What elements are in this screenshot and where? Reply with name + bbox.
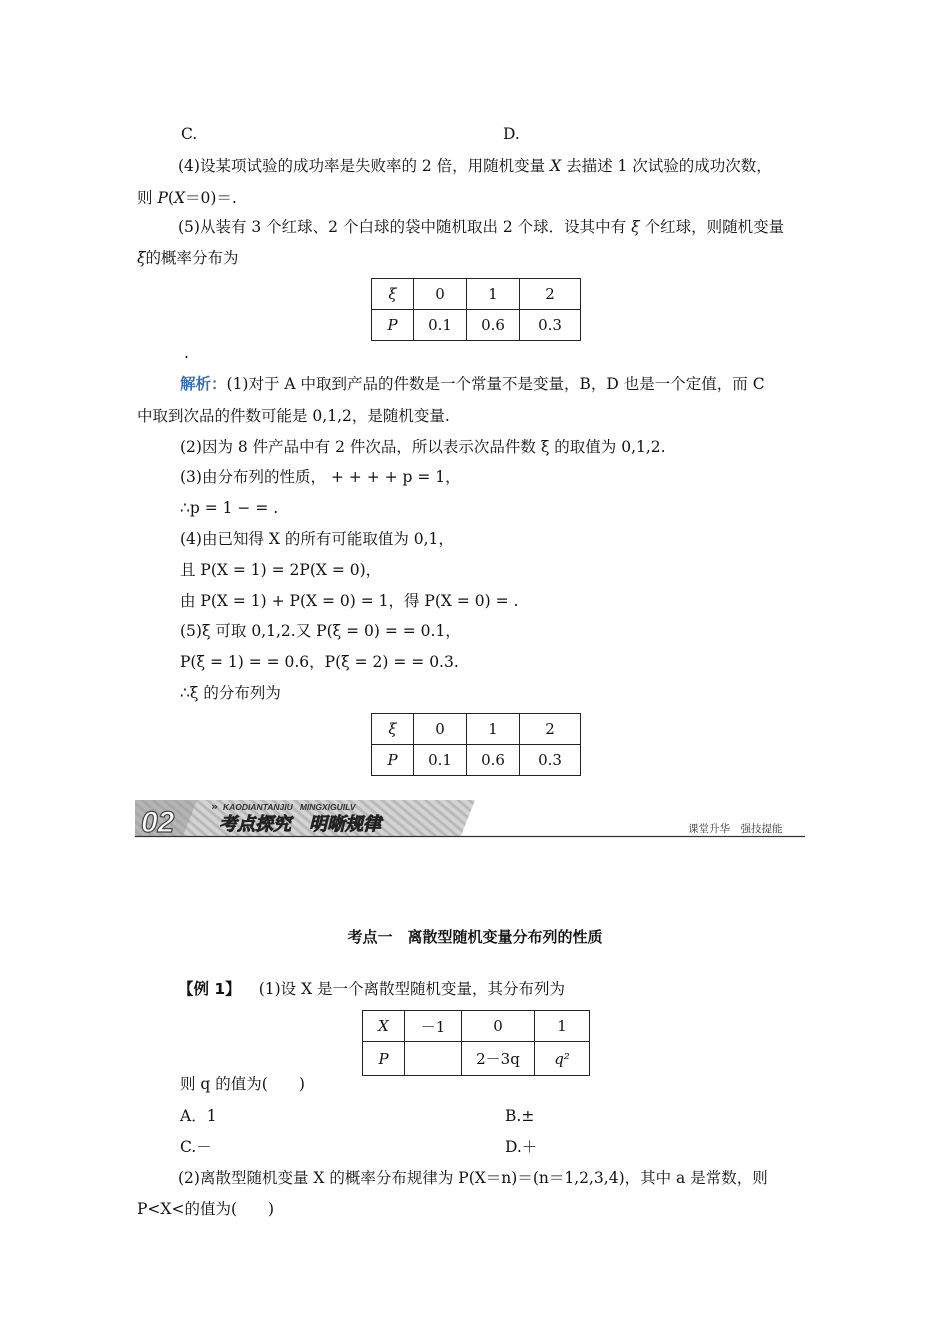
table-cell: 0 xyxy=(414,714,467,745)
option-b: B.± xyxy=(505,1107,535,1125)
solution-line7: 且 P(X = 1) = 2P(X = 0)， xyxy=(180,561,382,579)
option-c: C. xyxy=(181,125,198,143)
q5-line1: (5)从装有 3 个红球、2 个白球的袋中随机取出 2 个球．设其中有 ξ 个红球，则随机变量 xyxy=(178,218,785,236)
solution-line5: ∴p = 1 − = . xyxy=(180,499,279,517)
table-cell: 0.3 xyxy=(520,310,581,341)
table-cell: ξ xyxy=(372,714,414,745)
solution-line8: 由 P(X = 1) + P(X = 0) = 1，得 P(X = 0) = . xyxy=(180,592,519,610)
table-cell: 2－3q xyxy=(462,1042,535,1076)
solution-line3: (2)因为 8 件产品中有 2 件次品，所以表示次品件数 ξ 的取值为 0,1,2. xyxy=(180,438,666,456)
solution-line4: (3)由分布列的性质， + + + + p = 1， xyxy=(180,468,461,486)
table-cell: 0.3 xyxy=(520,745,581,776)
solution-line9: (5)ξ 可取 0,1,2.又 P(ξ = 0) = = 0.1， xyxy=(180,622,461,640)
table-cell: q² xyxy=(535,1042,590,1076)
q5-line2: ξ的概率分布为 xyxy=(137,249,239,267)
table-row xyxy=(363,1042,590,1076)
table-cell: 1 xyxy=(535,1011,590,1042)
option-d: D. xyxy=(503,125,520,143)
q2-line1: (2)离散型随机变量 X 的概率分布规律为 P(X＝n)＝(n＝1,2,3,4)，其中 a 是常数，则 xyxy=(178,1169,768,1187)
table-cell: P xyxy=(372,310,414,341)
table-cell: 2 xyxy=(520,279,581,310)
section-banner xyxy=(135,796,805,838)
table-row xyxy=(372,714,581,745)
table-cell xyxy=(405,1042,462,1076)
table-cell: 0.6 xyxy=(467,745,520,776)
solution-line10: P(ξ = 1) = = 0.6，P(ξ = 2) = = 0.3. xyxy=(180,653,459,671)
solution-line6: (4)由已知得 X 的所有可能取值为 0,1， xyxy=(180,530,454,548)
q4-line1: (4)设某项试验的成功率是失败率的 2 倍，用随机变量 X 去描述 1 次试验的成功次数， xyxy=(178,157,772,175)
q4-line2: 则 P(X＝0)＝. xyxy=(137,189,237,207)
table-cell: 0.1 xyxy=(414,310,467,341)
solution-line11: ∴ξ 的分布列为 xyxy=(180,684,281,702)
table-cell: ξ xyxy=(372,279,414,310)
banner-number: 02 xyxy=(141,806,175,838)
table-cell: 0.6 xyxy=(467,310,520,341)
q2-line2: P<X<的值为( ) xyxy=(137,1200,275,1218)
table-cell: 0 xyxy=(414,279,467,310)
table-cell: P xyxy=(372,745,414,776)
table-cell: P xyxy=(363,1042,405,1076)
distribution-table-question xyxy=(371,278,581,341)
table-cell: 0.1 xyxy=(414,745,467,776)
distribution-table-example xyxy=(362,1010,590,1076)
period: . xyxy=(184,344,189,362)
section-title: 考点一 离散型随机变量分布列的性质 xyxy=(347,928,603,946)
distribution-table-answer xyxy=(371,713,581,776)
table-cell: 1 xyxy=(467,714,520,745)
solution-label: 解析： xyxy=(180,374,227,393)
table-row xyxy=(363,1011,590,1042)
table-row xyxy=(372,745,581,776)
option-c2: C.－ xyxy=(180,1138,212,1156)
table-row xyxy=(372,279,581,310)
table-cell: 1 xyxy=(467,279,520,310)
table-row xyxy=(372,310,581,341)
example1-line: 【例 1】 (1)设 X 是一个离散型随机变量，其分布列为 xyxy=(178,980,566,998)
banner-graphic xyxy=(135,796,805,838)
example-label: 【例 1】 xyxy=(178,980,241,998)
table-cell: 0 xyxy=(462,1011,535,1042)
banner-title: 考点探究 明晰规律 xyxy=(219,814,381,835)
q-value-line: 则 q 的值为( ) xyxy=(180,1075,305,1093)
table-cell: X xyxy=(363,1011,405,1042)
option-a: A．1 xyxy=(180,1107,217,1125)
table-cell: －1 xyxy=(405,1011,462,1042)
solution-line2: 中取到次品的件数可能是 0,1,2，是随机变量. xyxy=(137,407,450,425)
solution-line1: 解析：(1)对于 A 中取到产品的件数是一个常量不是变量，B，D 也是一个定值，而 C xyxy=(180,374,765,393)
chevron-double-icon: » xyxy=(211,800,219,813)
table-cell: 2 xyxy=(520,714,581,745)
option-d2: D.＋ xyxy=(505,1138,538,1156)
banner-right: 课堂升华 强技提能 xyxy=(688,823,783,835)
banner-pinyin: KAODIANTANJIU MINGXIGUILV xyxy=(223,802,356,812)
